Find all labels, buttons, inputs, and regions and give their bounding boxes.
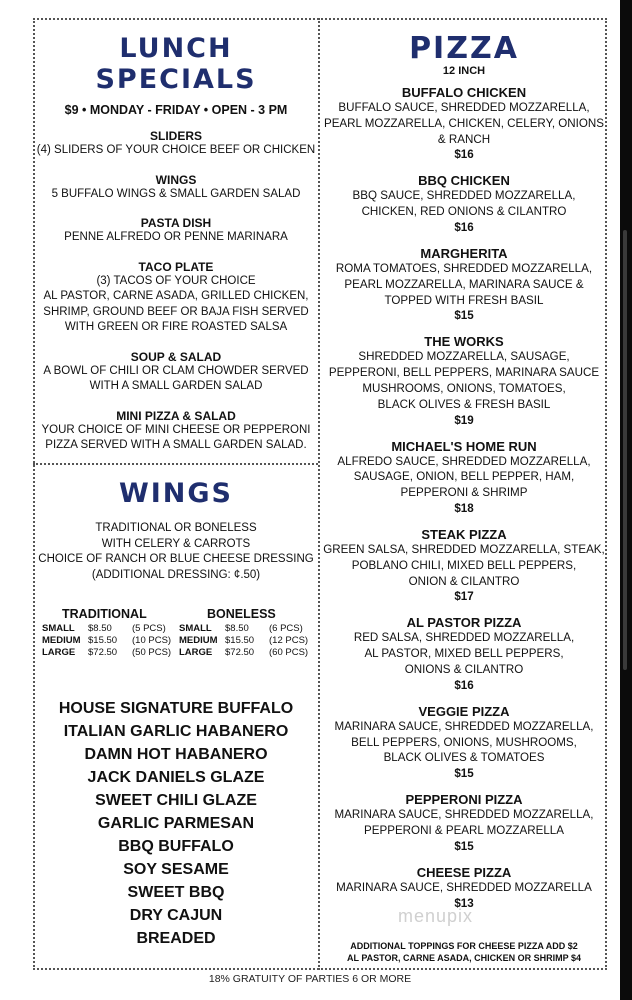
pizza-item-name: AL PASTOR PIZZA <box>406 615 522 631</box>
wings-section <box>35 478 317 583</box>
wing-price: $8.50 <box>225 623 249 634</box>
pizza-item-description: ROMA TOMATOES, SHREDDED MOZZARELLA, <box>335 261 593 275</box>
wing-size: SMALL <box>42 623 75 634</box>
pizza-item-price: $16 <box>454 678 474 692</box>
wing-price: $15.50 <box>88 635 118 646</box>
pizza-item <box>322 704 606 781</box>
toppings-note-line: ADDITIONAL TOPPINGS FOR CHEESE PIZZA ADD $2 <box>350 941 578 951</box>
lunch-item <box>35 173 317 203</box>
lunch-item-description: WITH GREEN OR FIRE ROASTED SALSA <box>64 321 288 333</box>
lunch-item-description: PENNE ALFREDO OR PENNE MARINARA <box>64 231 288 243</box>
lunch-item-description: AL PASTOR, CARNE ASADA, GRILLED CHICKEN, <box>43 290 309 302</box>
lunch-item <box>35 216 317 246</box>
lunch-item-name: SLIDERS <box>149 129 202 143</box>
pizza-item-description: RED SALSA, SHREDDED MOZZARELLA, <box>353 631 575 645</box>
pizza-item-description: PEARL MOZZARELLA, CHICKEN, CELERY, ONIONS <box>323 116 605 130</box>
pizza-item-description: SHREDDED MOZZARELLA, SAUSAGE, <box>358 350 570 364</box>
wing-pieces: (50 PCS) <box>132 647 172 658</box>
pizza-items-list <box>322 85 606 911</box>
pizza-item-description: BLACK OLIVES & FRESH BASIL <box>377 397 551 411</box>
wings-description-line: TRADITIONAL OR BONELESS <box>95 522 257 534</box>
pizza-item-description: & RANCH <box>437 132 491 146</box>
pizza-item-description: BBQ SAUCE, SHREDDED MOZZARELLA, <box>352 189 576 203</box>
pizza-item-price: $17 <box>454 590 474 604</box>
section-divider <box>33 463 318 465</box>
wings-description <box>35 521 317 583</box>
pizza-item-name: MARGHERITA <box>420 245 508 261</box>
wing-flavor: SOY SESAME <box>123 861 229 878</box>
lunch-item-description: WITH A SMALL GARDEN SALAD <box>89 380 263 392</box>
wing-price: $72.50 <box>88 647 118 658</box>
pizza-item-price: $15 <box>454 839 474 853</box>
pizza-item-name: STEAK PIZZA <box>421 526 507 542</box>
wing-flavor: HOUSE SIGNATURE BUFFALO <box>58 700 294 717</box>
pizza-item-description: PEPPERONI, BELL PEPPERS, MARINARA SAUCE <box>328 366 600 380</box>
lunch-item <box>35 260 317 336</box>
lunch-item-name: TACO PLATE <box>138 259 214 274</box>
lunch-item-description: 5 BUFFALO WINGS & SMALL GARDEN SALAD <box>51 187 301 200</box>
pizza-item-description: MUSHROOMS, ONIONS, TOMATOES, <box>362 381 566 395</box>
pizza-item-name: CHEESE PIZZA <box>416 864 512 880</box>
lunch-item <box>35 350 317 395</box>
pizza-item-description: PEPPERONI & PEARL MOZZARELLA <box>364 823 564 837</box>
traditional-heading: TRADITIONAL <box>62 607 147 621</box>
column-divider <box>318 18 320 970</box>
pizza-item-price: $13 <box>454 896 474 910</box>
pizza-item <box>322 615 606 692</box>
wings-title: WINGS <box>118 478 234 509</box>
wing-size: SMALL <box>179 623 212 634</box>
pizza-item <box>322 173 606 235</box>
wings-description-line: (ADDITIONAL DRESSING: ¢.50) <box>91 568 261 581</box>
wing-flavor: GARLIC PARMESAN <box>97 815 255 832</box>
pizza-item-price: $19 <box>454 413 474 427</box>
pizza-item-price: $16 <box>454 148 474 162</box>
lunch-item-name: WINGS <box>155 172 197 187</box>
pizza-item-description: MARINARA SAUCE, SHREDDED MOZZARELLA <box>336 880 592 894</box>
wing-pieces: (60 PCS) <box>269 647 309 658</box>
wing-size: LARGE <box>179 647 213 658</box>
pizza-item-description: TOPPED WITH FRESH BASIL <box>384 293 544 307</box>
pizza-item-name: VEGGIE PIZZA <box>418 703 510 719</box>
lunch-item-description: (4) SLIDERS OF YOUR CHOICE BEEF OR CHICKEN <box>36 144 316 156</box>
pizza-size: 12 INCH <box>442 65 486 77</box>
pizza-section <box>322 33 606 911</box>
lunch-item-description: (3) TACOS OF YOUR CHOICE <box>96 274 256 287</box>
boneless-heading: BONELESS <box>207 607 276 621</box>
lunch-item <box>35 409 317 454</box>
pizza-item <box>322 85 606 162</box>
wing-flavor: DRY CAJUN <box>129 907 223 924</box>
pizza-item-price: $16 <box>454 220 474 234</box>
wing-flavor: SWEET CHILI GLAZE <box>95 792 257 809</box>
lunch-item <box>35 129 317 159</box>
pizza-item-description: ALFREDO SAUCE, SHREDDED MOZZARELLA, <box>337 454 591 468</box>
pizza-item-description: BELL PEPPERS, ONIONS, MUSHROOMS, <box>351 735 577 749</box>
wing-price: $72.50 <box>225 647 255 658</box>
pizza-toppings-note <box>322 940 606 964</box>
pizza-item-description: AL PASTOR, MIXED BELL PEPPERS, <box>364 647 564 661</box>
pizza-item-price: $15 <box>454 767 474 781</box>
gratuity-note: 18% GRATUITY OF PARTIES 6 OR MORE <box>208 973 412 985</box>
wing-flavors-list <box>35 697 317 950</box>
pizza-item-name: BBQ CHICKEN <box>418 173 510 189</box>
pizza-item-description: GREEN SALSA, SHREDDED MOZZARELLA, STEAK, <box>323 542 605 556</box>
wing-flavor: ITALIAN GARLIC HABANERO <box>63 723 289 740</box>
pizza-item <box>322 439 606 516</box>
lunch-item-description: SHRIMP, GROUND BEEF OR BAJA FISH SERVED <box>43 305 309 318</box>
wing-flavor: BBQ BUFFALO <box>118 838 234 855</box>
pizza-item-description: BUFFALO SAUCE, SHREDDED MOZZARELLA, <box>338 101 590 114</box>
wing-size: LARGE <box>42 647 76 658</box>
pizza-item-description: PEPPERONI & SHRIMP <box>400 486 528 500</box>
wing-price: $15.50 <box>225 635 255 646</box>
pizza-item-description: BLACK OLIVES & TOMATOES <box>383 751 545 765</box>
lunch-item-description: YOUR CHOICE OF MINI CHEESE OR PEPPERONI <box>41 423 311 436</box>
pizza-item-description: MARINARA SAUCE, SHREDDED MOZZARELLA, <box>334 719 594 733</box>
scrollbar[interactable] <box>620 0 632 1000</box>
wing-pieces: (5 PCS) <box>132 623 166 634</box>
lunch-item-description: PIZZA SERVED WITH A SMALL GARDEN SALAD. <box>45 439 307 451</box>
lunch-item-name: SOUP & SALAD <box>130 349 222 364</box>
wing-pieces: (6 PCS) <box>269 623 303 634</box>
pizza-item-description: PEARL MOZZARELLA, MARINARA SAUCE & <box>344 277 584 291</box>
pizza-item-name: THE WORKS <box>424 334 504 350</box>
wing-flavor: JACK DANIELS GLAZE <box>87 769 265 786</box>
wing-pieces: (12 PCS) <box>269 635 309 646</box>
lunch-specials-title: LUNCH SPECIALS <box>95 33 257 95</box>
pizza-item-name: PEPPERONI PIZZA <box>405 792 523 808</box>
pizza-item-price: $18 <box>454 501 474 515</box>
pizza-item-description: CHICKEN, RED ONIONS & CILANTRO <box>361 205 567 219</box>
lunch-item-name: PASTA DISH <box>140 216 212 230</box>
wing-pieces: (10 PCS) <box>132 635 172 646</box>
wings-description-line: CHOICE OF RANCH OR BLUE CHEESE DRESSING <box>38 553 314 565</box>
wing-flavor: DAMN HOT HABANERO <box>84 746 268 763</box>
pizza-item-price: $15 <box>454 309 474 323</box>
pizza-item-name: BUFFALO CHICKEN <box>401 85 527 100</box>
wings-description-line: WITH CELERY & CARROTS <box>101 537 251 550</box>
pizza-item <box>322 246 606 323</box>
pizza-item <box>322 792 606 854</box>
scrollbar-thumb[interactable] <box>623 230 627 670</box>
pizza-item <box>322 527 606 604</box>
toppings-note-line: AL PASTOR, CARNE ASADA, CHICKEN OR SHRIMP $4 <box>346 953 582 963</box>
pizza-item-description: ONION & CILANTRO <box>408 574 520 588</box>
pizza-item-description: MARINARA SAUCE, SHREDDED MOZZARELLA, <box>334 808 594 822</box>
pizza-title: PIZZA <box>409 31 519 66</box>
pizza-item <box>322 334 606 427</box>
lunch-specials-section <box>35 33 317 454</box>
wing-flavor: SWEET BBQ <box>127 884 225 901</box>
lunch-item-description: A BOWL OF CHILI OR CLAM CHOWDER SERVED <box>43 364 309 377</box>
wing-size: MEDIUM <box>179 635 218 646</box>
lunch-item-name: MINI PIZZA & SALAD <box>116 408 236 423</box>
wing-price: $8.50 <box>88 623 112 634</box>
menupix-watermark: menupix <box>398 906 474 926</box>
pizza-item-description: POBLANO CHILI, MIXED BELL PEPPERS, <box>351 558 577 572</box>
lunch-specials-subtitle: $9 • MONDAY - FRIDAY • OPEN - 3 PM <box>64 103 288 117</box>
pizza-item-description: SAUSAGE, ONION, BELL PEPPER, HAM, <box>353 470 575 484</box>
pizza-item <box>322 865 606 911</box>
lunch-items-list <box>35 129 317 454</box>
pizza-item-description: ONIONS & CILANTRO <box>404 662 524 676</box>
wing-flavor: BREADED <box>136 930 216 947</box>
pizza-item-name: MICHAEL'S HOME RUN <box>391 438 537 454</box>
wing-size: MEDIUM <box>42 635 81 646</box>
